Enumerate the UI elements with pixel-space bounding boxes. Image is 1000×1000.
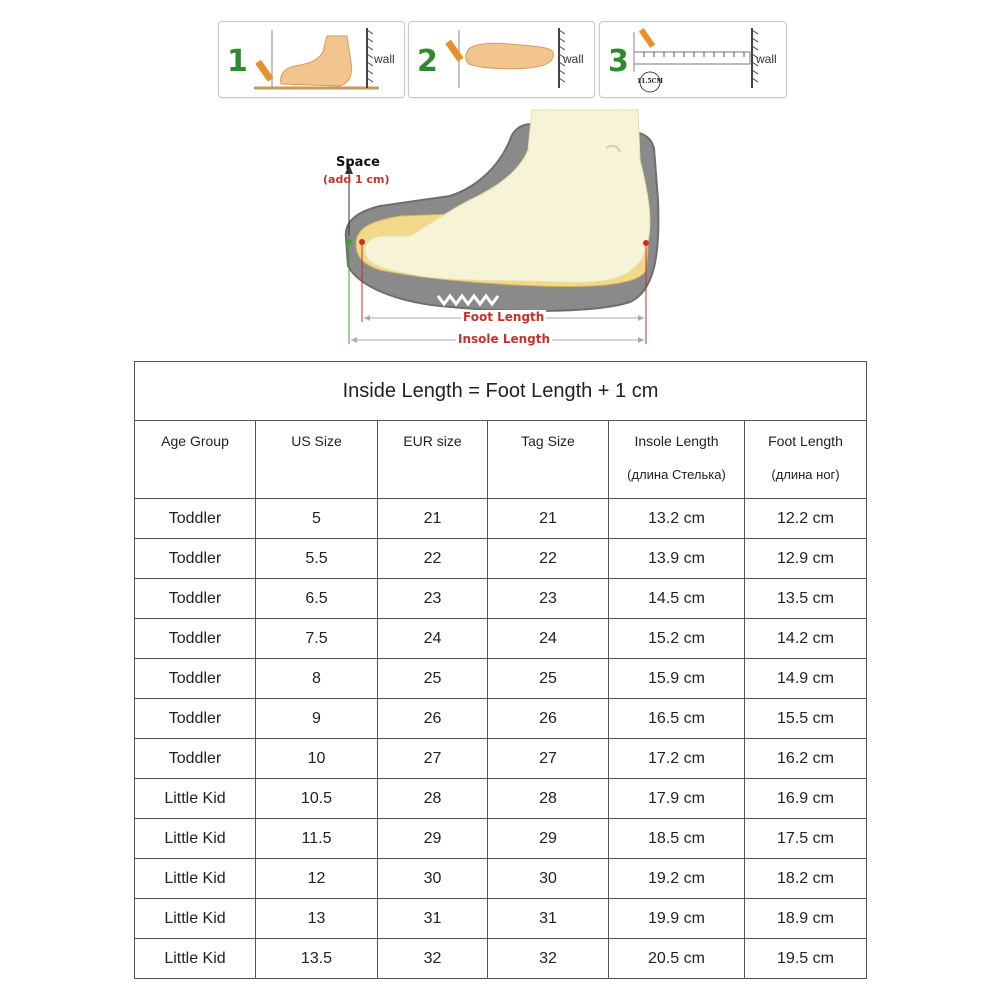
foot-length-cell: 16.9 cm <box>745 779 867 819</box>
header-label: Insole Length <box>634 433 719 449</box>
header-label: Foot Length <box>768 433 843 449</box>
step-number: 3 <box>608 44 629 79</box>
header-tag-size <box>488 421 609 499</box>
foot-length-cell: 18.9 cm <box>745 899 867 939</box>
table-row <box>135 779 867 819</box>
step-number: 2 <box>417 44 438 79</box>
age-group-cell: Toddler <box>135 699 256 739</box>
header-sublabel: (длина ног) <box>771 467 840 482</box>
wall-label: wall <box>756 52 777 66</box>
header-eur-size <box>378 421 488 499</box>
tag-size-cell: 31 <box>488 899 609 939</box>
step-1-panel <box>218 21 405 98</box>
table-title-row <box>135 362 867 421</box>
age-group-cell: Little Kid <box>135 819 256 859</box>
foot-length-cell: 14.9 cm <box>745 659 867 699</box>
wall-label: wall <box>563 52 584 66</box>
age-group-cell: Little Kid <box>135 899 256 939</box>
table-row <box>135 939 867 979</box>
table-row <box>135 659 867 699</box>
eur-size-cell: 29 <box>378 819 488 859</box>
eur-size-cell: 26 <box>378 699 488 739</box>
tag-size-cell: 32 <box>488 939 609 979</box>
table-row <box>135 619 867 659</box>
eur-size-cell: 22 <box>378 539 488 579</box>
insole-length-cell: 17.9 cm <box>609 779 745 819</box>
foot-length-cell: 12.2 cm <box>745 499 867 539</box>
us-size-cell: 10.5 <box>256 779 378 819</box>
step-number: 1 <box>227 44 248 79</box>
eur-size-cell: 23 <box>378 579 488 619</box>
eur-size-cell: 31 <box>378 899 488 939</box>
us-size-cell: 13 <box>256 899 378 939</box>
us-size-cell: 7.5 <box>256 619 378 659</box>
tag-size-cell: 24 <box>488 619 609 659</box>
tag-size-cell: 30 <box>488 859 609 899</box>
insole-length-cell: 13.9 cm <box>609 539 745 579</box>
eur-size-cell: 32 <box>378 939 488 979</box>
foot-length-cell: 13.5 cm <box>745 579 867 619</box>
us-size-cell: 12 <box>256 859 378 899</box>
age-group-cell: Little Kid <box>135 939 256 979</box>
heel-marker <box>643 240 649 246</box>
header-foot-length <box>745 421 867 499</box>
eur-size-cell: 30 <box>378 859 488 899</box>
step-2-panel <box>408 21 595 98</box>
age-group-cell: Toddler <box>135 539 256 579</box>
foot-length-cell: 17.5 cm <box>745 819 867 859</box>
size-chart-table <box>134 361 867 979</box>
insole-length-cell: 14.5 cm <box>609 579 745 619</box>
us-size-cell: 9 <box>256 699 378 739</box>
us-size-cell: 5.5 <box>256 539 378 579</box>
eur-size-cell: 24 <box>378 619 488 659</box>
foot-length-cell: 12.9 cm <box>745 539 867 579</box>
us-size-cell: 8 <box>256 659 378 699</box>
step-3-panel <box>599 21 787 98</box>
us-size-cell: 13.5 <box>256 939 378 979</box>
header-label: Age Group <box>161 433 229 449</box>
table-row <box>135 859 867 899</box>
space-note: (add 1 cm) <box>323 173 390 186</box>
eur-size-cell: 27 <box>378 739 488 779</box>
table-header-row <box>135 421 867 499</box>
insole-length-cell: 16.5 cm <box>609 699 745 739</box>
foot-length-cell: 16.2 cm <box>745 739 867 779</box>
insole-length-cell: 20.5 cm <box>609 939 745 979</box>
foot <box>365 110 650 282</box>
table-row <box>135 899 867 939</box>
tag-size-cell: 21 <box>488 499 609 539</box>
insole-length-cell: 19.9 cm <box>609 899 745 939</box>
foot-length-cell: 15.5 cm <box>745 699 867 739</box>
tag-size-cell: 25 <box>488 659 609 699</box>
insole-length-cell: 15.9 cm <box>609 659 745 699</box>
toe-marker <box>359 239 365 245</box>
table-row <box>135 819 867 859</box>
header-label: Tag Size <box>521 433 575 449</box>
age-group-cell: Toddler <box>135 659 256 699</box>
tag-size-cell: 27 <box>488 739 609 779</box>
header-us-size <box>256 421 378 499</box>
eur-size-cell: 21 <box>378 499 488 539</box>
table-title: Inside Length = Foot Length + 1 cm <box>135 362 867 421</box>
foot-length-cell: 18.2 cm <box>745 859 867 899</box>
insole-length-label: Insole Length <box>458 332 551 346</box>
header-age-group <box>135 421 256 499</box>
eur-size-cell: 25 <box>378 659 488 699</box>
age-group-cell: Toddler <box>135 579 256 619</box>
header-label: EUR size <box>403 433 462 449</box>
table-row <box>135 739 867 779</box>
age-group-cell: Toddler <box>135 499 256 539</box>
tag-size-cell: 23 <box>488 579 609 619</box>
eur-size-cell: 28 <box>378 779 488 819</box>
table-row <box>135 579 867 619</box>
foot-length-cell: 14.2 cm <box>745 619 867 659</box>
age-group-cell: Little Kid <box>135 859 256 899</box>
us-size-cell: 5 <box>256 499 378 539</box>
header-label: US Size <box>291 433 342 449</box>
age-group-cell: Toddler <box>135 619 256 659</box>
table-row <box>135 539 867 579</box>
insole-length-cell: 13.2 cm <box>609 499 745 539</box>
table-row <box>135 499 867 539</box>
foot-length-cell: 19.5 cm <box>745 939 867 979</box>
table-row <box>135 699 867 739</box>
age-group-cell: Toddler <box>135 739 256 779</box>
insole-length-cell: 17.2 cm <box>609 739 745 779</box>
tag-size-cell: 22 <box>488 539 609 579</box>
us-size-cell: 11.5 <box>256 819 378 859</box>
tag-size-cell: 26 <box>488 699 609 739</box>
table-body <box>135 499 867 979</box>
space-label: Space <box>336 155 380 170</box>
tag-size-cell: 28 <box>488 779 609 819</box>
us-size-cell: 10 <box>256 739 378 779</box>
foot-length-label: Foot Length <box>463 310 545 324</box>
tag-size-cell: 29 <box>488 819 609 859</box>
insole-length-cell: 19.2 cm <box>609 859 745 899</box>
wall-label: wall <box>374 52 395 66</box>
ruler-measurement: 11.5CM <box>637 78 664 85</box>
us-size-cell: 6.5 <box>256 579 378 619</box>
age-group-cell: Little Kid <box>135 779 256 819</box>
header-sublabel: (длина Стелька) <box>627 467 726 482</box>
header-insole-length <box>609 421 745 499</box>
insole-length-cell: 18.5 cm <box>609 819 745 859</box>
insole-length-cell: 15.2 cm <box>609 619 745 659</box>
